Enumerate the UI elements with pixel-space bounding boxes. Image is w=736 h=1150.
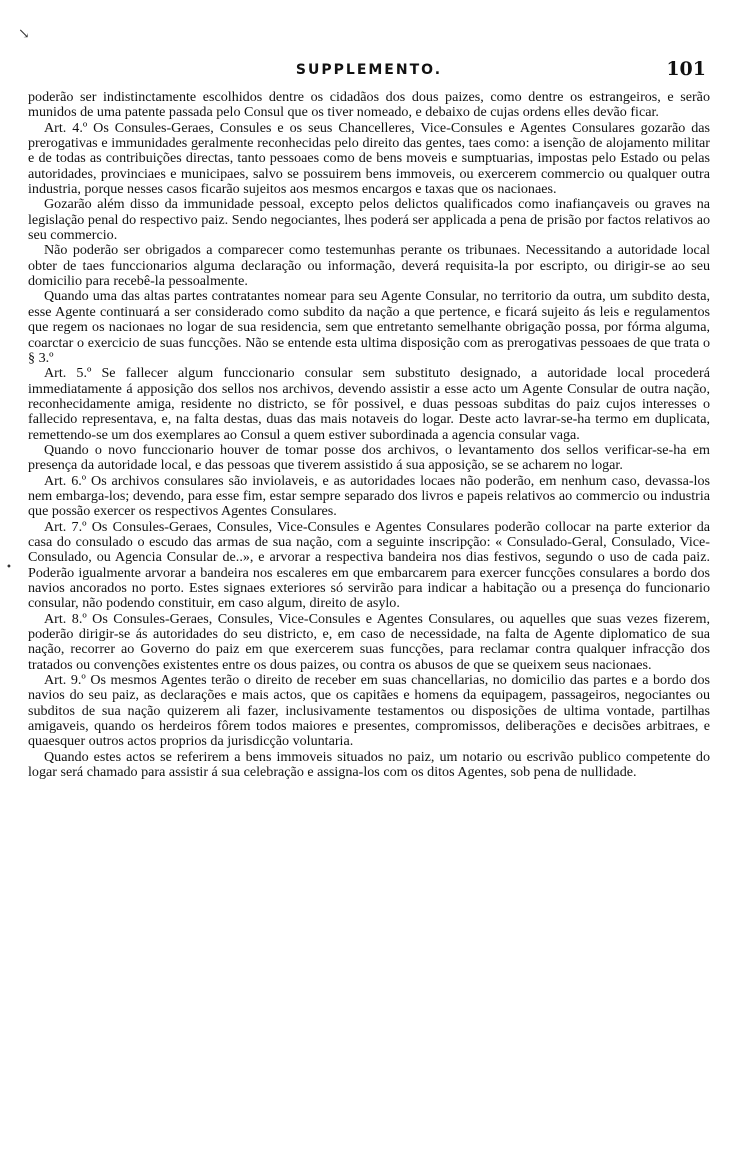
paragraph-4: Não poderão ser obrigados a comparecer como testemunhas perante os tribunaes. Necessitando a autoridade local obter de taes funccionarios alguma declaração ou informação, deverá requisita-la por escripto, ou dirigir-se ao seu domicilio para recebê-la pessoalmente.	[28, 242, 710, 290]
page-number: 101	[666, 58, 706, 80]
paragraph-5: Quando uma das altas partes contratantes nomear para seu Agente Consular, no territorio da outra, um subdito desta, esse Agente continuará a ser considerado como subdito da nação a que pertence, e ficará sujeito ás leis e regulamentos que regem os nacionaes no logar de sua residencia, sem que entretanto semelhante obrigação possa, por fórma alguma, coarctar o exercicio de suas funcções. Não se entende esta ultima disposição com as prerogativas pessoaes de que trata o § 3.º	[28, 288, 710, 366]
paragraph-art-8: Art. 8.º Os Consules-Geraes, Consules, Vice-Consules e Agentes Consulares, ou aquelles que suas vezes fizerem, poderão dirigir-se ás autoridades do seu districto, e, em caso de necessidade, na falta de Agente diplomatico de sua nação, recorrer ao Governo do paiz em que exercerem suas funcções, para reclamar contra qualquer infracção dos tratados ou convenções existentes entre os dous paizes, ou contra os abusos de que se queixem seus nacionaes.	[28, 610, 710, 673]
paragraph-3: Gozarão além disso da immunidade pessoal, excepto pelos delictos qualificados como inafiançaveis ou graves na legislação penal do respectivo paiz. Sendo negociantes, lhes poderá ser applicada a pena de prisão por factos relativos ao seu commercio.	[28, 196, 710, 244]
paragraph-12: Quando estes actos se referirem a bens immoveis situados no paiz, um notario ou escrivão publico competente do logar será chamado para assistir á sua celebração e assigna-los com os ditos Agentes, sob pena de nullidade.	[28, 748, 710, 781]
paragraph-art-6: Art. 6.º Os archivos consulares são inviolaveis, e as autoridades locaes não poderão, em nenhum caso, devassa-los nem embarga-los; devendo, para esse fim, estar sempre separado dos livros e papeis relativos ao commercio ou industria que possão exercer os respectivos Agentes Consulares.	[28, 472, 710, 520]
document-page	[28, 58, 710, 780]
paragraph-art-4: Art. 4.º Os Consules-Geraes, Consules e os seus Chancelleres, Vice-Consules e Agentes Consulares gozarão das prerogativas e immunidades geralmente reconhecidas pelo direito das gentes, taes como: a isenção de alojamento militar e de todas as contribuições directas, tanto pessoaes como de bens moveis e sumptuarias, impostas pelo Estado ou pelas autoridades, provinciaes e municipaes, salvo se possuirem bens immoveis, ou exercerem commercio ou qualquer outra industria, porque nesses casos ficarão sujeitos aos mesmos encargos e taxas que os nacionaes.	[28, 119, 710, 198]
page-header	[28, 58, 710, 90]
paragraph-art-7: Art. 7.º Os Consules-Geraes, Consules, Vice-Consules e Agentes Consulares poderão collocar na parte exterior da casa do consulado o escudo das armas de sua nação, com a seguinte inscripção: « Consulado-Geral, Consulado, Vice-Consulado, ou Agencia Consular de..», e arvorar a respectiva bandeira nos dias festivos, segundo o uso de cada paiz. Poderão igualmente arvorar a bandeira nos escaleres em que embarcarem para exercer funcções consulares a bordo dos navios ancorados no porto. Estes signaes exteriores só servirão para indicar a habitação ou a presença do funcionario consular, não podendo constituir, em caso algum, direito de asylo.	[28, 518, 710, 612]
margin-dot-icon: •	[6, 562, 12, 573]
corner-mark-icon: ↘	[18, 26, 30, 42]
paragraph-1: poderão ser indistinctamente escolhidos dentre os cidadãos dos dous paizes, como dentre os estrangeiros, e serão munidos de uma patente passada pelo Consul que os tiver nomeado, e debaixo de cujas ordens elles devão ficar.	[28, 89, 710, 121]
running-title: SUPPLEMENTO.	[295, 62, 443, 78]
paragraph-art-5: Art. 5.º Se fallecer algum funccionario consular sem substituto designado, a autoridade local procederá immediatamente á apposição dos sellos nos archivos, devendo assistir a esse acto um Agente Consular de outra nação, reconhecidamente amiga, residente no districto, se fôr possivel, e duas pessoas subditas do paiz cujos interesses o fallecido representava, e, na falta destas, duas das mais notaveis do logar. Deste acto lavrar-se-ha termo em duplicata, remettendo-se um dos exemplares ao Consul a quem estiver subordinada a agencia consular vaga.	[28, 365, 710, 443]
paragraph-7: Quando o novo funccionario houver de tomar posse dos archivos, o levantamento dos sellos verificar-se-ha em presença da autoridade local, e das pessoas que tiverem assistido á sua apposição, se se acharem no logar.	[28, 441, 710, 474]
body-text	[28, 90, 710, 780]
paragraph-art-9: Art. 9.º Os mesmos Agentes terão o direito de receber em suas chancellarias, no domicilio das partes e a bordo dos navios do seu paiz, as declarações e mais actos, que os capitães e homens da equipagem, passageiros, negociantes ou subditos de sua nação quizerem ali fazer, inclusivamente testamentos ou disposições de ultima vontade, partilhas amigaveis, quando os herdeiros fôrem todos maiores e presentes, compromissos, deliberações e decisões arbitraes, e quaesquer outros actos proprios da jurisdicção voluntaria.	[28, 672, 710, 750]
